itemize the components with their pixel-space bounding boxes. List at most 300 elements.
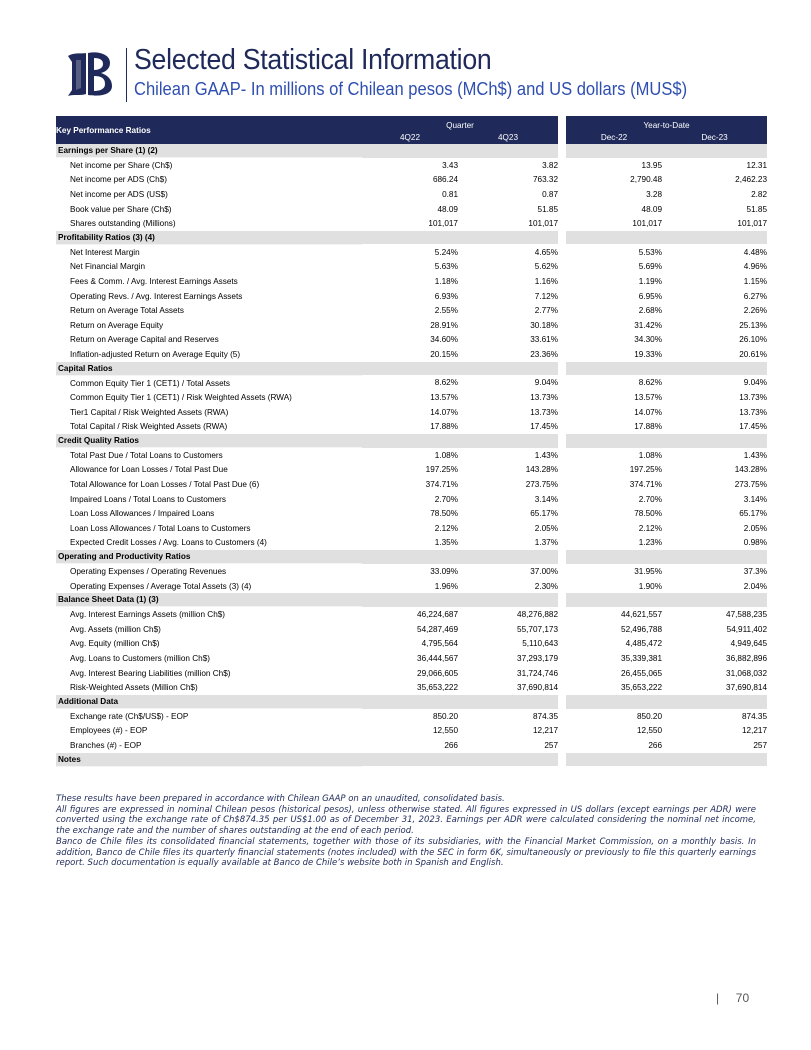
- value-cell: 850.20: [432, 711, 458, 721]
- value-cell: 13.73%: [739, 407, 768, 417]
- table-row: [56, 187, 767, 202]
- section-fill-cell: [458, 695, 558, 709]
- row-label: Avg. Loans to Customers (million Ch$): [70, 654, 211, 664]
- section-fill-cell: [458, 593, 558, 607]
- section-fill-cell: [362, 231, 458, 245]
- column-gap: [558, 333, 566, 348]
- value-cell: 3.28: [646, 189, 663, 199]
- value-cell: 257: [544, 740, 559, 750]
- table-row: [56, 564, 767, 579]
- table-row: [56, 173, 767, 188]
- value-cell: 37.3%: [743, 566, 768, 576]
- value-cell: 46,224,687: [417, 609, 458, 619]
- column-gap: [558, 362, 566, 376]
- value-cell: 13.73%: [739, 393, 768, 403]
- column-gap: [558, 709, 566, 724]
- section-fill-cell: [662, 550, 767, 564]
- row-label: Risk-Weighted Assets (Million Ch$): [70, 683, 198, 693]
- value-cell: 1.35%: [434, 538, 458, 548]
- value-cell: 13.95: [641, 160, 663, 170]
- table-row: [56, 506, 767, 521]
- table-row: [56, 420, 767, 435]
- section-fill-cell: [362, 362, 458, 376]
- value-cell: 5.62%: [534, 262, 559, 272]
- column-gap: [558, 607, 566, 622]
- value-cell: 51.85: [537, 204, 559, 214]
- section-fill-cell: [566, 231, 662, 245]
- row-label: Net Financial Margin: [70, 262, 146, 272]
- value-cell: 17.45%: [739, 422, 768, 432]
- value-cell: 4.48%: [743, 247, 768, 257]
- value-cell: 7.12%: [534, 291, 559, 301]
- row-label: Shares outstanding (Millions): [70, 219, 176, 229]
- value-cell: 12,550: [432, 726, 458, 736]
- value-cell: 20.15%: [430, 349, 458, 359]
- value-cell: 0.87: [542, 189, 559, 199]
- value-cell: 5.24%: [434, 247, 458, 257]
- table-row: [56, 738, 767, 753]
- section-fill-cell: [458, 362, 558, 376]
- value-cell: 29,066,605: [417, 668, 458, 678]
- column-gap: [558, 274, 566, 289]
- page-header: [64, 44, 784, 104]
- row-label: Loan Loss Allowances / Total Loans to Customers: [70, 523, 251, 533]
- section-header-row: [56, 434, 767, 448]
- page-number: [716, 991, 749, 1005]
- section-fill-cell: [662, 695, 767, 709]
- column-gap: [558, 303, 566, 318]
- table-row: [56, 158, 767, 173]
- value-cell: 37,690,814: [726, 683, 768, 693]
- section-title: Additional Data: [56, 695, 362, 709]
- table-row: [56, 289, 767, 304]
- table-row: [56, 680, 767, 695]
- value-cell: 33.09%: [430, 566, 458, 576]
- table-row: [56, 448, 767, 463]
- section-fill-cell: [362, 753, 458, 767]
- col-header-4q22: 4Q22: [362, 130, 458, 144]
- value-cell: 5,110,643: [522, 639, 559, 649]
- column-gap: [558, 680, 566, 695]
- value-cell: 13.73%: [530, 407, 559, 417]
- section-header-row: [56, 550, 767, 564]
- value-cell: 1.37%: [534, 538, 559, 548]
- column-gap: [558, 448, 566, 463]
- row-label: Return on Average Capital and Reserves: [70, 335, 219, 345]
- column-gap: [558, 477, 566, 492]
- section-fill-cell: [566, 434, 662, 448]
- value-cell: 47,588,235: [726, 609, 768, 619]
- value-cell: 101,017: [632, 219, 663, 229]
- value-cell: 17.45%: [530, 422, 559, 432]
- section-header-row: [56, 593, 767, 607]
- value-cell: 686.24: [432, 175, 458, 185]
- column-gap: [558, 420, 566, 435]
- value-cell: 4.65%: [534, 247, 559, 257]
- value-cell: 35,339,381: [621, 654, 663, 664]
- section-fill-cell: [362, 550, 458, 564]
- value-cell: 1.08%: [434, 450, 458, 460]
- value-cell: 33.61%: [530, 335, 559, 345]
- row-label: Inflation-adjusted Return on Average Equity (5): [70, 349, 241, 359]
- column-gap: [558, 202, 566, 217]
- value-cell: 1.15%: [743, 276, 768, 286]
- row-label: Exchange rate (Ch$/US$) - EOP: [70, 711, 189, 721]
- section-fill-cell: [566, 550, 662, 564]
- value-cell: 874.35: [532, 711, 559, 721]
- value-cell: 4,949,645: [730, 639, 768, 649]
- value-cell: 28.91%: [430, 320, 458, 330]
- table-row: [56, 260, 767, 275]
- value-cell: 5.63%: [434, 262, 458, 272]
- value-cell: 101,017: [528, 219, 559, 229]
- column-gap: [558, 187, 566, 202]
- value-cell: 101,017: [737, 219, 768, 229]
- table-row: [56, 521, 767, 536]
- value-cell: 1.96%: [434, 581, 458, 591]
- value-cell: 26,455,065: [621, 668, 663, 678]
- row-label: Net income per ADS (Ch$): [70, 175, 167, 185]
- value-cell: 197.25%: [425, 465, 458, 475]
- value-cell: 31.42%: [634, 320, 663, 330]
- section-fill-cell: [458, 753, 558, 767]
- row-label: Total Allowance for Loan Losses / Total Past Due (6): [70, 480, 260, 490]
- table-row: [56, 492, 767, 507]
- bank-logo-icon: [64, 48, 116, 100]
- table-row: [56, 651, 767, 666]
- table-row: [56, 303, 767, 318]
- value-cell: 12,217: [532, 726, 559, 736]
- notes-block: [56, 794, 756, 869]
- value-cell: 55,707,173: [517, 624, 559, 634]
- value-cell: 2.30%: [534, 581, 559, 591]
- value-cell: 273.75%: [734, 480, 768, 490]
- section-title: Credit Quality Ratios: [56, 434, 362, 448]
- section-fill-cell: [362, 695, 458, 709]
- column-gap: [558, 550, 566, 564]
- section-fill-cell: [662, 144, 767, 158]
- column-gap: [558, 579, 566, 594]
- value-cell: 273.75%: [525, 480, 559, 490]
- value-cell: 26.10%: [739, 335, 768, 345]
- column-gap: [558, 564, 566, 579]
- value-cell: 2,790.48: [630, 175, 663, 185]
- column-gap: [558, 158, 566, 173]
- row-label: Total Past Due / Total Loans to Customers: [70, 450, 223, 460]
- section-header-row: [56, 144, 767, 158]
- value-cell: 78.50%: [430, 509, 458, 519]
- column-gap: [558, 637, 566, 652]
- page-subtitle: Chilean GAAP- In millions of Chilean pesos (MCh$) and US dollars (MUS$): [134, 79, 688, 99]
- table-row: [56, 333, 767, 348]
- value-cell: 2.04%: [743, 581, 768, 591]
- section-fill-cell: [662, 753, 767, 767]
- value-cell: 1.90%: [638, 581, 663, 591]
- value-cell: 4.96%: [743, 262, 768, 272]
- value-cell: 34.60%: [430, 335, 458, 345]
- row-label: Operating Expenses / Average Total Assets (3) (4): [70, 581, 252, 591]
- table-row: [56, 216, 767, 231]
- column-gap: [558, 289, 566, 304]
- section-title: Balance Sheet Data (1) (3): [56, 593, 362, 607]
- value-cell: 0.98%: [743, 538, 768, 548]
- table-row: [56, 244, 767, 259]
- value-cell: 37,293,179: [517, 654, 559, 664]
- col-header-dec23: Dec-23: [662, 130, 767, 144]
- value-cell: 143.28%: [734, 465, 768, 475]
- value-cell: 13.73%: [530, 393, 559, 403]
- row-label: Operating Expenses / Operating Revenues: [70, 567, 227, 577]
- value-cell: 31,068,032: [726, 668, 768, 678]
- section-fill-cell: [362, 434, 458, 448]
- note-paragraph: Banco de Chile files its consolidated financial statements, together with those of its subsidiaries, with the Financial Market Commission, on a monthly basis. In addition, Banco de Chile files its quarterly financial statements (notes included) with the SEC in form 6K, simultaneously or previously to file this quarterly earnings report. Such documentation is equally available at Banco de Chile’s website both in Spanish and English.: [56, 836, 756, 869]
- value-cell: 12.31: [746, 160, 768, 170]
- row-label: Tier1 Capital / Risk Weighted Assets (RWA): [70, 407, 229, 417]
- table-row: [56, 318, 767, 333]
- value-cell: 13.57%: [430, 393, 458, 403]
- column-gap: [558, 622, 566, 637]
- value-cell: 1.18%: [434, 276, 458, 286]
- value-cell: 3.43: [442, 160, 458, 170]
- value-cell: 35,653,222: [621, 683, 663, 693]
- row-label: Employees (#) - EOP: [70, 726, 148, 736]
- value-cell: 2.82: [751, 189, 768, 199]
- value-cell: 54,287,469: [417, 624, 458, 634]
- column-gap: [558, 231, 566, 245]
- row-label: Fees & Comm. / Avg. Interest Earnings Assets: [70, 276, 238, 286]
- column-gap: [558, 593, 566, 607]
- value-cell: 850.20: [636, 711, 663, 721]
- value-cell: 78.50%: [634, 509, 663, 519]
- value-cell: 2.05%: [743, 523, 768, 533]
- value-cell: 2.68%: [638, 306, 663, 316]
- value-cell: 37,690,814: [517, 683, 559, 693]
- column-gap: [558, 144, 566, 158]
- note-paragraph: These results have been prepared in accordance with Chilean GAAP on an unaudited, consolidated basis.: [56, 794, 505, 804]
- value-cell: 6.27%: [743, 291, 768, 301]
- row-label: Impaired Loans / Total Loans to Customers: [70, 494, 226, 504]
- row-label: Expected Credit Losses / Avg. Loans to Customers (4): [70, 538, 267, 548]
- section-fill-cell: [662, 593, 767, 607]
- table-row: [56, 375, 767, 390]
- value-cell: 44,621,557: [621, 609, 663, 619]
- value-cell: 31,724,746: [517, 668, 559, 678]
- section-title: Capital Ratios: [56, 362, 362, 376]
- section-fill-cell: [662, 434, 767, 448]
- value-cell: 0.81: [442, 189, 458, 199]
- row-label: Common Equity Tier 1 (CET1) / Total Assets: [70, 378, 231, 388]
- value-cell: 2.77%: [534, 306, 559, 316]
- value-cell: 2.55%: [434, 306, 458, 316]
- col-header-dec22: Dec-22: [566, 130, 662, 144]
- row-label: Common Equity Tier 1 (CET1) / Risk Weighted Assets (RWA): [70, 393, 292, 403]
- col-header-4q23: 4Q23: [458, 130, 558, 144]
- note-paragraph: All figures are expressed in nominal Chilean pesos (historical pesos), unless otherwise stated. All figures expressed in US dollars (except earnings per ADR) were converted using the exchange rate of Ch$874.35 per US$1.00 as of December 31, 2023. Earnings per ADR were calculated considering the nominal net income, the exchange rate and the number of shares outstanding at the end of each period.: [56, 804, 756, 837]
- header-gap: [558, 130, 566, 144]
- ytd-group-header: Year-to-Date: [566, 116, 767, 130]
- section-fill-cell: [362, 144, 458, 158]
- value-cell: 9.04%: [743, 378, 768, 388]
- value-cell: 4,795,564: [421, 639, 458, 649]
- value-cell: 34.30%: [634, 335, 663, 345]
- value-cell: 25.13%: [739, 320, 768, 330]
- row-label: Return on Average Total Assets: [70, 306, 184, 316]
- row-label: Net Interest Margin: [70, 247, 140, 257]
- column-gap: [558, 260, 566, 275]
- table-row: [56, 666, 767, 681]
- value-cell: 143.28%: [525, 465, 559, 475]
- value-cell: 2,462.23: [735, 175, 768, 185]
- table-row: [56, 274, 767, 289]
- value-cell: 1.08%: [638, 450, 663, 460]
- table-row: [56, 463, 767, 478]
- value-cell: 30.18%: [530, 320, 559, 330]
- row-label: Branches (#) - EOP: [70, 740, 142, 750]
- kpi-table-body: [56, 144, 767, 766]
- value-cell: 65.17%: [530, 509, 559, 519]
- row-label: Avg. Interest Earnings Assets (million Ch$): [70, 610, 226, 620]
- column-gap: [558, 216, 566, 231]
- value-cell: 37.00%: [530, 566, 559, 576]
- value-cell: 35,653,222: [417, 683, 458, 693]
- table-row: [56, 579, 767, 594]
- value-cell: 101,017: [428, 219, 458, 229]
- section-fill-cell: [566, 695, 662, 709]
- value-cell: 20.61%: [739, 349, 768, 359]
- value-cell: 48.09: [437, 204, 458, 214]
- value-cell: 6.93%: [434, 291, 458, 301]
- section-fill-cell: [458, 550, 558, 564]
- value-cell: 374.71%: [629, 480, 663, 490]
- section-header-row: [56, 231, 767, 245]
- section-fill-cell: [662, 231, 767, 245]
- value-cell: 23.36%: [530, 349, 559, 359]
- section-fill-cell: [566, 144, 662, 158]
- section-fill-cell: [458, 144, 558, 158]
- section-fill-cell: [566, 753, 662, 767]
- value-cell: 5.53%: [638, 247, 663, 257]
- section-fill-cell: [458, 434, 558, 448]
- column-gap: [558, 318, 566, 333]
- column-gap: [558, 738, 566, 753]
- table-row: [56, 622, 767, 637]
- header-divider: [126, 48, 127, 102]
- section-fill-cell: [458, 231, 558, 245]
- column-gap: [558, 434, 566, 448]
- section-title: Operating and Productivity Ratios: [56, 550, 362, 564]
- section-title: Notes: [56, 753, 362, 767]
- value-cell: 6.95%: [638, 291, 663, 301]
- table-row: [56, 202, 767, 217]
- value-cell: 1.16%: [534, 276, 559, 286]
- column-gap: [558, 666, 566, 681]
- value-cell: 9.04%: [534, 378, 559, 388]
- column-gap: [558, 651, 566, 666]
- row-label: Book value per Share (Ch$): [70, 204, 172, 214]
- row-label: Loan Loss Allowances / Impaired Loans: [70, 509, 215, 519]
- table-row: [56, 390, 767, 405]
- value-cell: 17.88%: [430, 422, 458, 432]
- column-gap: [558, 390, 566, 405]
- table-row: [56, 637, 767, 652]
- section-fill-cell: [362, 593, 458, 607]
- value-cell: 266: [648, 740, 663, 750]
- value-cell: 2.70%: [638, 494, 663, 504]
- column-gap: [558, 521, 566, 536]
- row-label: Allowance for Loan Losses / Total Past Due: [70, 465, 228, 475]
- value-cell: 8.62%: [434, 378, 458, 388]
- table-row: [56, 405, 767, 420]
- value-cell: 2.70%: [434, 494, 458, 504]
- row-label: Net income per Share (Ch$): [70, 160, 173, 170]
- value-cell: 3.14%: [534, 494, 559, 504]
- value-cell: 266: [444, 740, 458, 750]
- value-cell: 374.71%: [425, 480, 458, 490]
- table-row: [56, 536, 767, 551]
- column-gap: [558, 375, 566, 390]
- section-header-row: [56, 362, 767, 376]
- column-gap: [558, 536, 566, 551]
- value-cell: 4,485,472: [625, 639, 663, 649]
- section-header-row: [56, 695, 767, 709]
- value-cell: 763.32: [532, 175, 559, 185]
- column-gap: [558, 492, 566, 507]
- value-cell: 48,276,882: [517, 609, 559, 619]
- row-label: Avg. Equity (million Ch$): [70, 639, 160, 649]
- row-label: Operating Revs. / Avg. Interest Earnings Assets: [70, 291, 243, 301]
- table-row: [56, 347, 767, 362]
- value-cell: 19.33%: [634, 349, 663, 359]
- row-label: Total Capital / Risk Weighted Assets (RWA): [70, 422, 228, 432]
- value-cell: 2.26%: [743, 306, 768, 316]
- quarter-group-header: Quarter: [362, 116, 558, 130]
- section-title: Profitability Ratios (3) (4): [56, 231, 362, 245]
- table-label-header: Key Performance Ratios: [56, 116, 362, 144]
- row-label: Avg. Assets (million Ch$): [70, 624, 161, 634]
- value-cell: 17.88%: [634, 422, 663, 432]
- value-cell: 14.07%: [634, 407, 663, 417]
- value-cell: 14.07%: [430, 407, 458, 417]
- column-gap: [558, 506, 566, 521]
- header-gap: [558, 116, 566, 130]
- value-cell: 1.43%: [534, 450, 559, 460]
- section-header-row: [56, 753, 767, 767]
- column-gap: [558, 173, 566, 188]
- value-cell: 65.17%: [739, 509, 768, 519]
- table-row: [56, 477, 767, 492]
- section-fill-cell: [566, 593, 662, 607]
- section-title: Earnings per Share (1) (2): [56, 144, 362, 158]
- value-cell: 31.95%: [634, 566, 663, 576]
- value-cell: 52,496,788: [621, 624, 663, 634]
- column-gap: [558, 695, 566, 709]
- value-cell: 2.12%: [434, 523, 458, 533]
- value-cell: 3.82: [542, 160, 559, 170]
- value-cell: 13.57%: [634, 393, 663, 403]
- column-gap: [558, 347, 566, 362]
- value-cell: 1.43%: [743, 450, 768, 460]
- value-cell: 8.62%: [638, 378, 663, 388]
- column-gap: [558, 463, 566, 478]
- table-row: [56, 607, 767, 622]
- value-cell: 36,882,896: [726, 654, 768, 664]
- value-cell: 257: [753, 740, 768, 750]
- column-gap: [558, 724, 566, 739]
- value-cell: 1.19%: [638, 276, 663, 286]
- value-cell: 36,444,567: [417, 654, 458, 664]
- table-row: [56, 709, 767, 724]
- value-cell: 12,217: [741, 726, 768, 736]
